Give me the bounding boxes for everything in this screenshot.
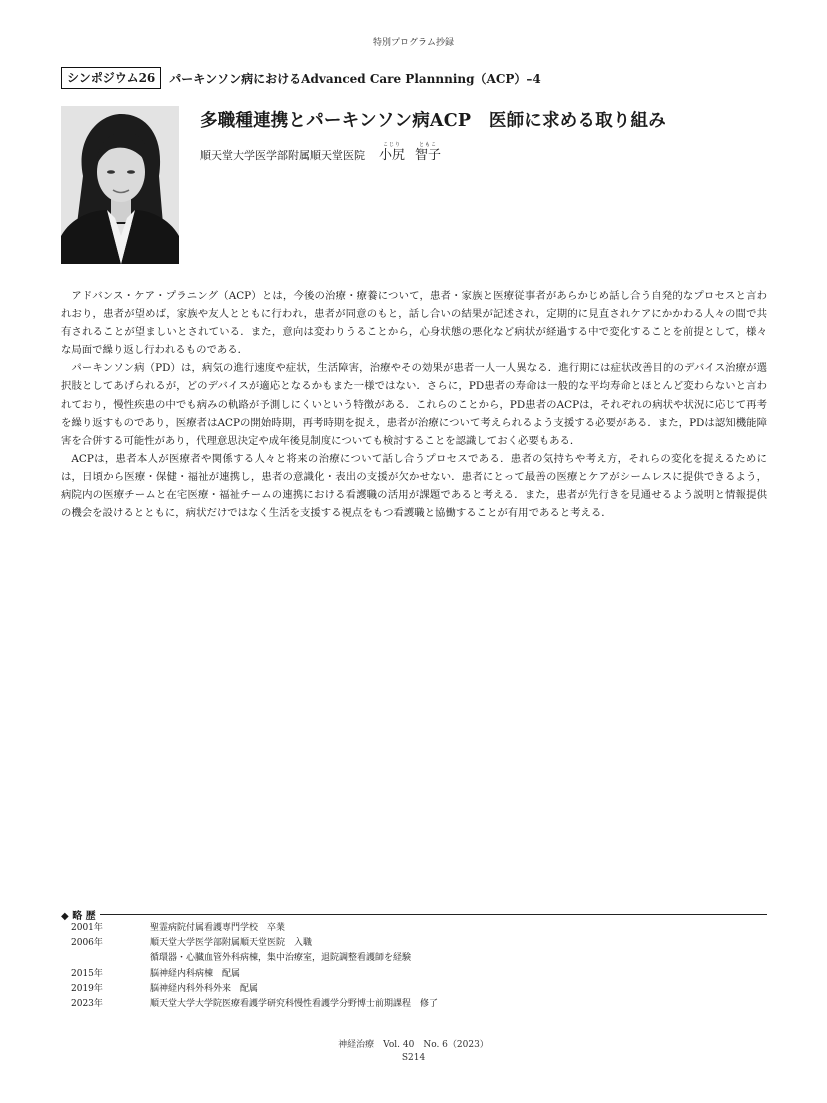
session-badge: シンポジウム26 bbox=[61, 67, 161, 89]
biography-entry bbox=[71, 936, 438, 951]
affiliation: 順天堂大学医学部附属順天堂医院 bbox=[200, 149, 365, 162]
biography-heading-text: 略 歴 bbox=[72, 910, 96, 922]
running-header: 特別プログラム抄録 bbox=[373, 38, 454, 48]
author-surname-text: 小尻 bbox=[379, 148, 406, 163]
session-title: パーキンソン病におけるAdvanced Care Plannning（ACP）–4 bbox=[169, 71, 541, 86]
biography-heading bbox=[61, 907, 767, 921]
biography-year: 2006年 bbox=[71, 938, 103, 949]
biography-year: 2015年 bbox=[71, 968, 103, 979]
biography-list bbox=[71, 921, 438, 1012]
biography-text: 聖霊病院付属看護専門学校 卒業 bbox=[150, 923, 286, 933]
author-surname bbox=[379, 142, 405, 163]
abstract-paragraph: アドバンス・ケア・プラニング（ACP）とは，今後の治療・療養について，患者・家族と医療従事者があらかじめ話し合う自発的なプロセスと言われおり，患者が望めば，家族や友人とともに行われ，患者が同意のもと，話し合いの結果が記述され，定期的に見直されケアにかかわる人々の間で共有されることが望ましいとされている．また，意向は変わりうることから，心身状態の悪化など病状が経過する中で変化することを前提として，様々な局面で繰り返し行われるものである． bbox=[61, 290, 767, 357]
author-affiliation-line bbox=[200, 142, 441, 163]
biography-entry bbox=[71, 951, 438, 966]
journal-citation: 神経治療 Vol. 40 No. 6（2023） bbox=[338, 1040, 489, 1050]
biography-text: 脳神経内科病棟 配属 bbox=[150, 968, 241, 979]
abstract-paragraph: パーキンソン病（PD）は，病気の進行速度や症状，生活障害，治療やその効果が患者一人一人異なる．進行期には症状改善目的のデバイス治療が選択肢としてあげられるが，どのデバイスが適応となるかもまた一様ではない．さらに，PD患者の寿命は一般的な平均寿命とほとんど変わらないと言われており，慢性疾患の中でも病みの軌路が予測しにくいという特徴がある．これらのことから，PD患者のACPは，それぞれの病状や状況に応じて再考を繰り返すものであり，医療者はACPの開始時期，再考時期を捉え，患者が治療について考えられるよう支援する必要がある．また，PDは認知機能障害を合併する可能性があり，代理意思決定や成年後見制度についても検討することを認識しておく必要もある． bbox=[61, 362, 767, 447]
biography-entry bbox=[71, 982, 438, 997]
biography-year bbox=[71, 951, 150, 966]
biography-entry bbox=[71, 997, 438, 1012]
author-given-name bbox=[415, 142, 441, 163]
page-number: S214 bbox=[401, 1053, 426, 1063]
biography-text: 順天堂大学医学部附属順天堂医院 入職 bbox=[150, 938, 313, 949]
biography-year: 2001年 bbox=[71, 923, 103, 933]
biography-text: 循環器・心臓血管外科病棟，集中治療室，退院調整看護師を経験 bbox=[150, 953, 412, 964]
biography-year: 2023年 bbox=[71, 999, 103, 1010]
author-surname-ruby: こじり bbox=[383, 142, 402, 148]
abstract-paragraph: ACPは，患者本人が医療者や関係する人々と将来の治療について話し合うプロセスである．患者の気持ちや考え方，それらの変化を捉えるためには，日頃から医療・保健・福祉が連携し，患者の意識化・表出の支援が欠かせない．患者にとって最善の医療とケアがシームレスに提供できるよう，病院内の医療チームと在宅医療・福祉チームの連携における看護職の活用が課題であると考える．また，患者が先行きを見通せるよう説明と情報提供の機会を設けるとともに，病状だけではなく生活を支援する視点をもつ看護職と協働することが有用であると考える． bbox=[61, 452, 767, 520]
biography-entry bbox=[71, 967, 438, 982]
paper-title: 多職種連携とパーキンソン病ACP 医師に求める取り組み bbox=[200, 111, 666, 131]
biography-year: 2019年 bbox=[71, 983, 103, 994]
biography-text: 脳神経内科外科外来 配属 bbox=[150, 983, 259, 994]
session-heading bbox=[61, 67, 541, 89]
biography-text: 順天堂大学大学院医療看護学研究科慢性看護学分野博士前期課程 修了 bbox=[150, 999, 439, 1010]
biography-label bbox=[61, 907, 96, 922]
biography-rule bbox=[100, 914, 767, 915]
author-given-text: 智子 bbox=[415, 148, 442, 163]
author-given-ruby: ともこ bbox=[419, 142, 438, 148]
author-photo bbox=[61, 106, 179, 264]
abstract-body bbox=[61, 287, 767, 522]
diamond-bullet-icon: ◆ bbox=[61, 910, 69, 922]
biography-entry bbox=[71, 921, 438, 936]
